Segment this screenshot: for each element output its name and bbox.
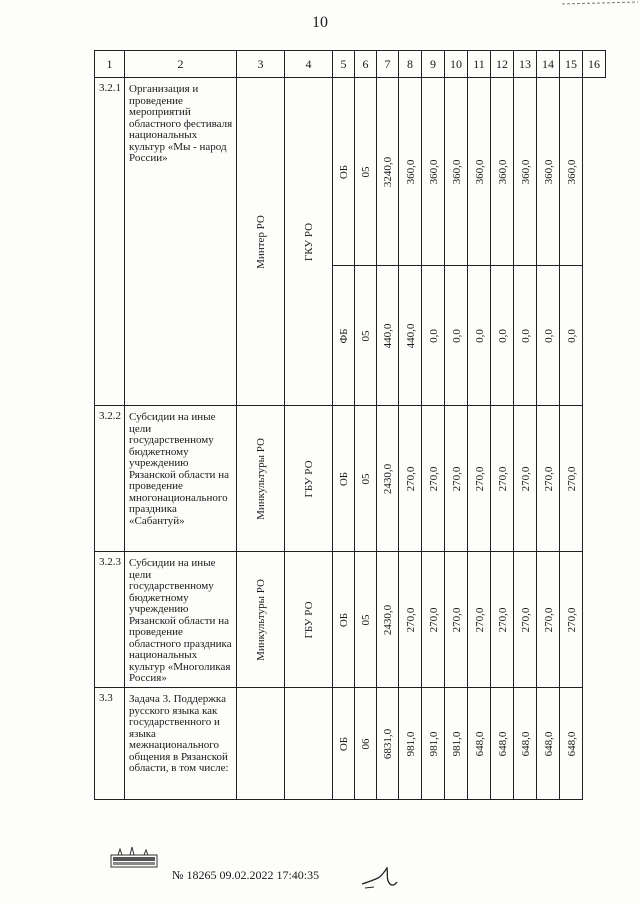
value-cell [445, 688, 468, 800]
value-cell-text: 360,0 [519, 159, 532, 185]
value-cell [491, 78, 514, 266]
row-executor-text: Минтер РО [255, 215, 267, 269]
value-cell [537, 688, 560, 800]
value-cell [537, 406, 560, 552]
value-cell [422, 406, 445, 552]
value-cell-text: 270,0 [565, 607, 578, 633]
column-6-code [355, 688, 377, 800]
column-6-code [355, 78, 377, 266]
row-executor [237, 406, 285, 552]
value-cell [445, 406, 468, 552]
header-cell: 4 [285, 51, 333, 78]
value-cell [377, 266, 399, 406]
value-cell-text: 360,0 [427, 159, 440, 185]
value-cell-text: 270,0 [427, 607, 440, 633]
value-cell [399, 78, 422, 266]
value-cell [399, 552, 422, 688]
value-cell [422, 688, 445, 800]
value-cell [468, 266, 491, 406]
page-number: 10 [312, 14, 328, 31]
value-cell [377, 552, 399, 688]
value-cell-text: 360,0 [450, 159, 463, 185]
header-cell: 1 [95, 51, 125, 78]
header-row [95, 51, 606, 78]
value-cell [514, 688, 537, 800]
value-cell [399, 688, 422, 800]
value-cell-text: 270,0 [519, 607, 532, 633]
row-executor [237, 78, 285, 406]
row-executor-text: Минкультуры РО [255, 579, 267, 661]
column-6-code [355, 406, 377, 552]
electronic-signature-stamp [110, 846, 158, 868]
header-cell: 8 [399, 51, 422, 78]
funding-source-text: ОБ [338, 164, 350, 180]
value-cell [514, 552, 537, 688]
value-cell-text: 2430,0 [382, 604, 394, 636]
value-cell [468, 406, 491, 552]
funding-source [333, 78, 355, 266]
value-cell [422, 78, 445, 266]
value-cell-text: 440,0 [382, 323, 394, 349]
value-cell [377, 78, 399, 266]
table-row [95, 688, 606, 800]
row-code: 3.2.3 [95, 552, 125, 688]
value-cell [445, 552, 468, 688]
table-row [95, 552, 606, 688]
row-participant [285, 406, 333, 552]
value-cell [560, 552, 583, 688]
value-cell [560, 688, 583, 800]
value-cell-text: 270,0 [542, 607, 555, 633]
row-participant [285, 688, 333, 800]
value-cell-text: 0,0 [473, 329, 486, 343]
value-cell-text: 648,0 [496, 731, 509, 757]
budget-table [94, 50, 606, 800]
value-cell-text: 0,0 [542, 329, 555, 343]
row-executor-text: Минкультуры РО [255, 438, 267, 520]
value-cell-text: 0,0 [519, 329, 532, 343]
value-cell-text: 270,0 [404, 607, 417, 633]
value-cell-text: 270,0 [404, 466, 417, 492]
header-cell: 2 [125, 51, 237, 78]
row-participant [285, 552, 333, 688]
value-cell-text: 648,0 [542, 731, 555, 757]
value-cell [377, 406, 399, 552]
value-cell [560, 406, 583, 552]
value-cell [399, 266, 422, 406]
row-description: Организация и проведение мероприятий областного фестиваля национальных культур «Мы - народ России» [125, 78, 237, 406]
row-description: Задача 3. Поддержка русского языка как государственного и языка межнационального общения в Рязанской области, в том числе: [125, 688, 237, 800]
value-cell [491, 406, 514, 552]
value-cell [514, 266, 537, 406]
value-cell-text: 270,0 [473, 607, 486, 633]
value-cell-text: 360,0 [404, 159, 417, 185]
funding-source [333, 266, 355, 406]
row-participant-text: ГКУ РО [303, 222, 315, 262]
value-cell [491, 688, 514, 800]
value-cell [491, 552, 514, 688]
header-cell: 13 [514, 51, 537, 78]
value-cell [422, 266, 445, 406]
value-cell [537, 266, 560, 406]
funding-source [333, 406, 355, 552]
funding-source-text: ОБ [338, 471, 350, 487]
table-row [95, 406, 606, 552]
value-cell [377, 688, 399, 800]
value-cell-text: 270,0 [450, 607, 463, 633]
value-cell-text: 440,0 [404, 323, 417, 349]
header-cell: 7 [377, 51, 399, 78]
column-6-code-text: 05 [360, 473, 372, 485]
value-cell [491, 266, 514, 406]
funding-source [333, 552, 355, 688]
value-cell-text: 270,0 [496, 607, 509, 633]
value-cell-text: 0,0 [427, 329, 440, 343]
column-6-code-text: 05 [360, 614, 372, 626]
value-cell-text: 648,0 [519, 731, 532, 757]
row-code: 3.3 [95, 688, 125, 800]
value-cell-text: 360,0 [496, 159, 509, 185]
value-cell-text: 3240,0 [382, 156, 394, 188]
value-cell-text: 360,0 [473, 159, 486, 185]
value-cell [468, 688, 491, 800]
value-cell [445, 78, 468, 266]
signature-mark [360, 862, 400, 890]
header-cell: 14 [537, 51, 560, 78]
value-cell-text: 2430,0 [382, 463, 394, 495]
value-cell-text: 360,0 [542, 159, 555, 185]
header-cell: 3 [237, 51, 285, 78]
value-cell [537, 78, 560, 266]
value-cell [560, 78, 583, 266]
value-cell-text: 648,0 [473, 731, 486, 757]
column-6-code-text: 05 [360, 166, 372, 178]
column-6-code-text: 06 [360, 738, 372, 750]
table-row [95, 78, 606, 266]
column-6-code [355, 552, 377, 688]
row-code: 3.2.1 [95, 78, 125, 406]
value-cell [514, 406, 537, 552]
row-description: Субсидии на иные цели государственному бюджетному учреждению Рязанской области на проведение областного праздника национальных культур «Многоликая Россия» [125, 552, 237, 688]
value-cell-text: 648,0 [565, 731, 578, 757]
header-cell: 12 [491, 51, 514, 78]
header-cell: 11 [468, 51, 491, 78]
header-cell: 9 [422, 51, 445, 78]
value-cell-text: 270,0 [427, 466, 440, 492]
value-cell [468, 552, 491, 688]
funding-source-text: ОБ [338, 612, 350, 628]
value-cell-text: 0,0 [450, 329, 463, 343]
value-cell-text: 0,0 [565, 329, 578, 343]
value-cell-text: 270,0 [450, 466, 463, 492]
funding-source-text: ФБ [338, 328, 350, 344]
value-cell [445, 266, 468, 406]
header-cell: 16 [583, 51, 606, 78]
value-cell [560, 266, 583, 406]
value-cell-text: 270,0 [542, 466, 555, 492]
row-code: 3.2.2 [95, 406, 125, 552]
column-6-code-text: 05 [360, 330, 372, 342]
value-cell-text: 981,0 [404, 731, 417, 757]
scan-artifact [560, 0, 640, 10]
value-cell-text: 0,0 [496, 329, 509, 343]
row-participant [285, 78, 333, 406]
value-cell-text: 360,0 [565, 159, 578, 185]
value-cell [537, 552, 560, 688]
header-cell: 5 [333, 51, 355, 78]
value-cell-text: 270,0 [473, 466, 486, 492]
header-cell: 6 [355, 51, 377, 78]
value-cell [514, 78, 537, 266]
header-cell: 10 [445, 51, 468, 78]
value-cell [422, 552, 445, 688]
value-cell-text: 981,0 [450, 731, 463, 757]
row-participant-text: ГБУ РО [303, 460, 315, 498]
row-description: Субсидии на иные цели государственному бюджетному учреждению Рязанской области на проведение многонационального праздника «Сабантуй» [125, 406, 237, 552]
value-cell-text: 270,0 [519, 466, 532, 492]
value-cell-text: 6831,0 [382, 728, 394, 760]
registration-number: № 18265 09.02.2022 17:40:35 [172, 868, 320, 882]
row-participant-text: ГБУ РО [303, 601, 315, 639]
row-executor [237, 552, 285, 688]
value-cell-text: 981,0 [427, 731, 440, 757]
funding-source [333, 688, 355, 800]
value-cell-text: 270,0 [496, 466, 509, 492]
funding-source-text: ОБ [338, 736, 350, 752]
value-cell [468, 78, 491, 266]
row-executor [237, 688, 285, 800]
value-cell [399, 406, 422, 552]
header-cell: 15 [560, 51, 583, 78]
column-6-code [355, 266, 377, 406]
value-cell-text: 270,0 [565, 466, 578, 492]
